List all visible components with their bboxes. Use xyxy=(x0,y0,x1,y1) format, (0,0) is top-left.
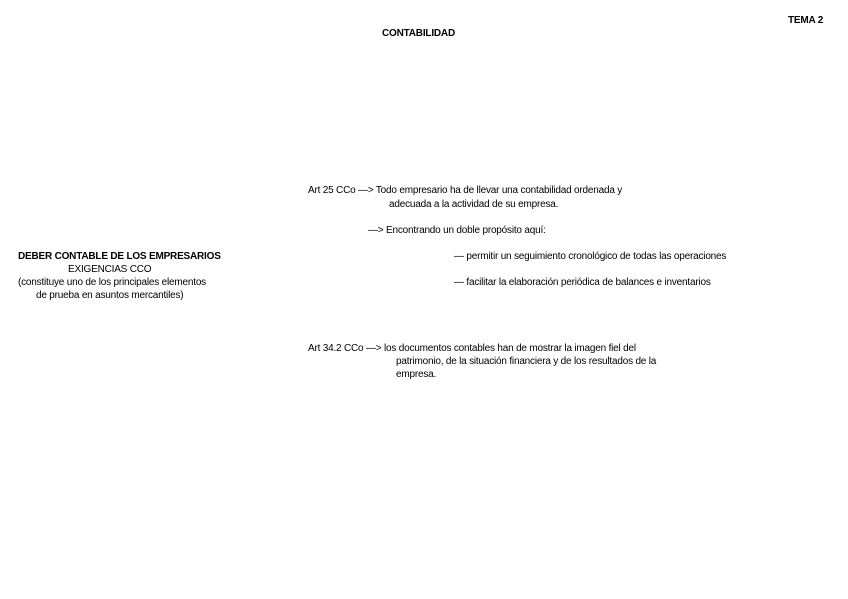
section-subtitle: EXIGENCIAS CCO xyxy=(68,264,152,275)
article-34-continuation: patrimonio, de la situación financiera y de los resultados de la xyxy=(396,356,657,367)
topic-number: TEMA 2 xyxy=(788,15,824,26)
purpose-item: — facilitar la elaboración periódica de balances e inventarios xyxy=(454,277,711,288)
double-purpose-text: —> Encontrando un doble propósito aquí: xyxy=(368,225,546,236)
article-34-continuation: empresa. xyxy=(396,369,437,380)
section-title: DEBER CONTABLE DE LOS EMPRESARIOS xyxy=(18,251,221,262)
section-note-line: de prueba en asuntos mercantiles) xyxy=(36,290,184,301)
article-25-text: Art 25 CCo —> Todo empresario ha de llevar una contabilidad ordenada y xyxy=(308,185,623,196)
article-25-continuation: adecuada a la actividad de su empresa. xyxy=(389,199,559,210)
purpose-item: — permitir un seguimiento cronológico de todas las operaciones xyxy=(454,251,727,262)
article-34-text: Art 34.2 CCo —> los documentos contables han de mostrar la imagen fiel del xyxy=(308,343,636,354)
page-title: CONTABILIDAD xyxy=(382,28,455,39)
section-note-line: (constituye uno de los principales elementos xyxy=(18,277,206,288)
